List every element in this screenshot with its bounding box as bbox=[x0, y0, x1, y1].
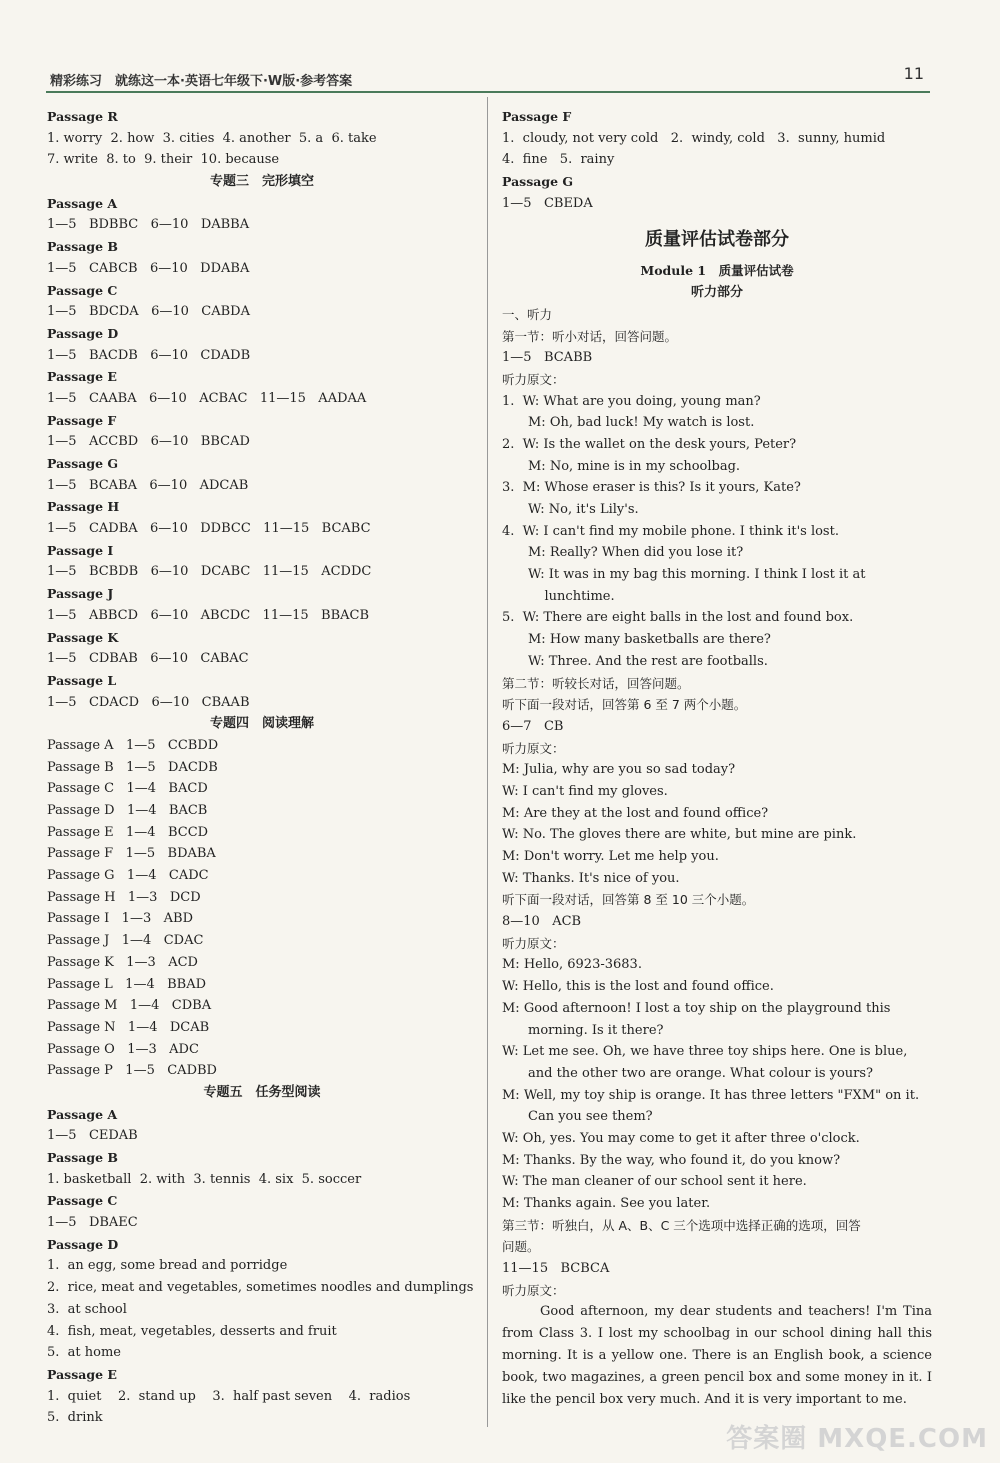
answer-line: 1. W: What are you doing, young man? bbox=[502, 393, 761, 409]
answer-line: W: The man cleaner of our school sent it here. bbox=[502, 1174, 807, 1190]
answer-line: M: Are they at the lost and found office? bbox=[502, 805, 769, 821]
instruction-line: 听力原文： bbox=[502, 1282, 565, 1298]
instruction-line: 第一节：听小对话，回答问题。 bbox=[502, 328, 678, 344]
passage-heading: Passage F bbox=[47, 412, 117, 428]
answer-line: M: Good afternoon! I lost a toy ship on the playground this bbox=[502, 1000, 891, 1016]
answer-line: 8—10 ACB bbox=[502, 914, 582, 930]
header-rule bbox=[46, 91, 930, 93]
dialogue-line: lunchtime. bbox=[528, 588, 615, 604]
header-title: 精彩练习 就练这一本·英语七年级下·W版·参考答案 bbox=[50, 74, 353, 89]
answer-line: 5. at home bbox=[47, 1345, 121, 1361]
passage-heading: Passage E bbox=[47, 1366, 117, 1382]
section-heading: 听力部分 bbox=[690, 285, 743, 301]
answer-line: 7. write 8. to 9. their 10. because bbox=[47, 152, 280, 168]
answer-line: 1. an egg, some bread and porridge bbox=[47, 1258, 288, 1274]
answer-line: 1. basketball 2. with 3. tennis 4. six 5. soccer bbox=[47, 1171, 362, 1187]
column-divider bbox=[487, 97, 488, 1427]
answer-line: 1—5 DBAEC bbox=[47, 1215, 138, 1231]
answer-line: 1—5 CAABA 6—10 ACBAC 11—15 AADAA bbox=[47, 390, 367, 406]
answer-line: 1—5 CADBA 6—10 DDBCC 11—15 BCABC bbox=[47, 521, 371, 537]
answer-line: W: Hello, this is the lost and found office. bbox=[502, 979, 774, 995]
answer-line: 1—5 ABBCD 6—10 ABCDC 11—15 BBACB bbox=[47, 607, 370, 623]
answer-line: 4. fish, meat, vegetables, desserts and fruit bbox=[47, 1323, 337, 1339]
passage-heading: Passage G bbox=[502, 174, 574, 190]
answer-line: W: I can't find my gloves. bbox=[502, 783, 668, 799]
part-title: 质量评估试卷部分 bbox=[645, 229, 789, 251]
instruction-line: 听力原文： bbox=[502, 371, 565, 387]
answer-line: M: Hello, 6923-3683. bbox=[502, 957, 642, 973]
instruction-line: 听力原文： bbox=[502, 740, 565, 756]
passage-heading: Passage B bbox=[47, 239, 118, 255]
answer-line: W: Thanks. It's nice of you. bbox=[502, 870, 680, 886]
answer-line: 1—5 CEDAB bbox=[47, 1128, 138, 1144]
passage-heading: Passage F bbox=[502, 109, 572, 124]
module-title: Module 1 质量评估试卷 bbox=[640, 263, 794, 279]
answer-line: M: Don't worry. Let me help you. bbox=[502, 849, 719, 864]
answer-line: 1—5 CDBAB 6—10 CABAC bbox=[47, 651, 249, 667]
dialogue-line: W: It was in my bag this morning. I think I lost it at bbox=[528, 567, 866, 583]
answer-line: 1—5 BACDB 6—10 CDADB bbox=[47, 347, 251, 363]
dialogue-line: M: How many basketballs are there? bbox=[528, 632, 771, 648]
page-header bbox=[46, 64, 930, 90]
answer-line: 5. W: There are eight balls in the lost and found box. bbox=[502, 610, 854, 626]
answer-line: 1—5 BCBDB 6—10 DCABC 11—15 ACDDC bbox=[47, 564, 372, 580]
passage-heading: Passage C bbox=[47, 282, 118, 298]
answer-line: M: Thanks again. See you later. bbox=[502, 1196, 711, 1211]
passage-heading: Passage K bbox=[47, 629, 119, 645]
passage-heading: Passage E bbox=[47, 369, 117, 385]
answer-line: Passage P 1—5 CADBD bbox=[47, 1063, 217, 1079]
answer-line: Passage G 1—4 CADC bbox=[47, 868, 209, 884]
instruction-line: 第二节：听较长对话，回答问题。 bbox=[502, 675, 690, 691]
passage-heading: Passage J bbox=[47, 586, 114, 602]
answer-line: 3. at school bbox=[47, 1301, 127, 1317]
answer-line: Passage D 1—4 BACB bbox=[47, 803, 208, 818]
dialogue-line: W: No, it's Lily's. bbox=[528, 502, 639, 517]
passage-heading: Passage D bbox=[47, 1236, 119, 1252]
dialogue-line: morning. Is it there? bbox=[528, 1022, 664, 1038]
answer-line: Passage J 1—4 CDAC bbox=[47, 933, 204, 949]
answer-line: 5. drink bbox=[47, 1410, 103, 1426]
answer-line: 1—5 CABCB 6—10 DDABA bbox=[47, 260, 250, 276]
instruction-line: 问题。 bbox=[502, 1239, 540, 1255]
answer-line: Passage K 1—3 ACD bbox=[47, 954, 198, 970]
left-column bbox=[47, 106, 477, 1429]
instruction-line: 第三节：听独白，从 A、B、C 三个选项中选择正确的选项，回答 bbox=[502, 1217, 861, 1233]
passage-heading: Passage D bbox=[47, 325, 119, 341]
dialogue-line: Can you see them? bbox=[528, 1109, 653, 1125]
passage-heading: Passage C bbox=[47, 1193, 118, 1209]
right-column bbox=[502, 106, 932, 1411]
answer-line: 1. worry 2. how 3. cities 4. another 5. a 6. take bbox=[47, 130, 377, 146]
passage-heading: Passage B bbox=[47, 1150, 118, 1165]
answer-line: Passage E 1—4 BCCD bbox=[47, 824, 209, 840]
answer-line: 4. W: I can't find my mobile phone. I think it's lost. bbox=[502, 523, 839, 539]
dialogue-line: M: Oh, bad luck! My watch is lost. bbox=[528, 415, 755, 431]
passage-heading: Passage A bbox=[47, 1106, 118, 1122]
answer-line: W: Let me see. Oh, we have three toy ships here. One is blue, bbox=[502, 1044, 908, 1060]
answer-line: 11—15 BCBCA bbox=[502, 1261, 610, 1277]
answer-line: Passage B 1—5 DACDB bbox=[47, 759, 218, 775]
answer-line: 1. cloudy, not very cold 2. windy, cold 3. sunny, humid bbox=[502, 130, 886, 146]
answer-line: Passage A 1—5 CCBDD bbox=[47, 737, 219, 753]
passage-heading: Passage G bbox=[47, 456, 119, 471]
answer-line: 1—5 BCABB bbox=[502, 350, 593, 366]
answer-line: 1—5 ACCBD 6—10 BBCAD bbox=[47, 434, 250, 450]
passage-heading: Passage I bbox=[47, 542, 114, 558]
dialogue-line: M: No, mine is in my schoolbag. bbox=[528, 458, 741, 474]
dialogue-line: W: Three. And the rest are footballs. bbox=[528, 653, 768, 669]
answer-line: 4. fine 5. rainy bbox=[502, 152, 615, 168]
answer-line: 1—5 CBEDA bbox=[502, 195, 593, 211]
passage-heading: Passage L bbox=[47, 672, 117, 688]
passage-heading: Passage R bbox=[47, 109, 118, 124]
answer-line: 2. W: Is the wallet on the desk yours, Peter? bbox=[502, 436, 797, 452]
answer-line: Passage O 1—3 ADC bbox=[47, 1041, 199, 1057]
answer-line: 2. rice, meat and vegetables, sometimes noodles and dumplings bbox=[47, 1280, 474, 1296]
dialogue-line: M: Really? When did you lose it? bbox=[528, 545, 744, 561]
watermark: 答案圈 MXQE.COM bbox=[726, 1424, 988, 1454]
instruction-line: 听下面一段对话，回答第 8 至 10 三个小题。 bbox=[502, 892, 755, 908]
answer-line: 1—5 BDBBC 6—10 DABBA bbox=[47, 217, 250, 233]
page-number: 11 bbox=[903, 64, 924, 83]
answer-line: 1—5 CDACD 6—10 CBAAB bbox=[47, 694, 250, 710]
answer-line: 1—5 BDCDA 6—10 CABDA bbox=[47, 304, 250, 320]
answer-line: 1. quiet 2. stand up 3. half past seven 4. radios bbox=[47, 1388, 411, 1404]
monologue-paragraph: Good afternoon, my dear students and teachers! I'm Tina from Class 3. I lost my schoolbag in our school dining hall this morning. It is a yellow one. There is an English book, a science book, two magazines, a green pencil box and some money in it. I like the pencil box very much. And it is very important to me. bbox=[502, 1304, 932, 1408]
answer-line: Passage H 1—3 DCD bbox=[47, 889, 201, 905]
passage-heading: Passage H bbox=[47, 499, 120, 515]
answer-line: Passage N 1—4 DCAB bbox=[47, 1019, 210, 1035]
answer-line: M: Well, my toy ship is orange. It has three letters "FXM" on it. bbox=[502, 1087, 920, 1103]
answer-line: Passage I 1—3 ABD bbox=[47, 911, 193, 927]
answer-line: 1—5 BCABA 6—10 ADCAB bbox=[47, 477, 249, 493]
answer-line: W: Oh, yes. You may come to get it after three o'clock. bbox=[502, 1130, 860, 1146]
answer-line: 6—7 CB bbox=[502, 718, 564, 734]
answer-line: Passage M 1—4 CDBA bbox=[47, 998, 212, 1014]
instruction-line: 听下面一段对话，回答第 6 至 7 两个小题。 bbox=[502, 697, 747, 713]
instruction-line: 听力原文： bbox=[502, 935, 565, 951]
dialogue-line: and the other two are orange. What colour is yours? bbox=[528, 1065, 874, 1081]
answer-line: Passage L 1—4 BBAD bbox=[47, 976, 207, 992]
section-heading: 专题五 任务型阅读 bbox=[203, 1084, 321, 1100]
answer-line: Passage C 1—4 BACD bbox=[47, 781, 208, 797]
answer-line: 3. M: Whose eraser is this? Is it yours, Kate? bbox=[502, 480, 801, 496]
section-heading: 专题三 完形填空 bbox=[209, 174, 314, 190]
answer-line: W: No. The gloves there are white, but mine are pink. bbox=[502, 827, 857, 843]
instruction-line: 一、听力 bbox=[502, 306, 553, 322]
passage-heading: Passage A bbox=[47, 195, 118, 211]
answer-line: M: Thanks. By the way, who found it, do you know? bbox=[502, 1152, 841, 1168]
answer-line: Passage F 1—5 BDABA bbox=[47, 846, 216, 862]
section-heading: 专题四 阅读理解 bbox=[209, 716, 314, 732]
answer-line: M: Julia, why are you so sad today? bbox=[502, 762, 736, 778]
